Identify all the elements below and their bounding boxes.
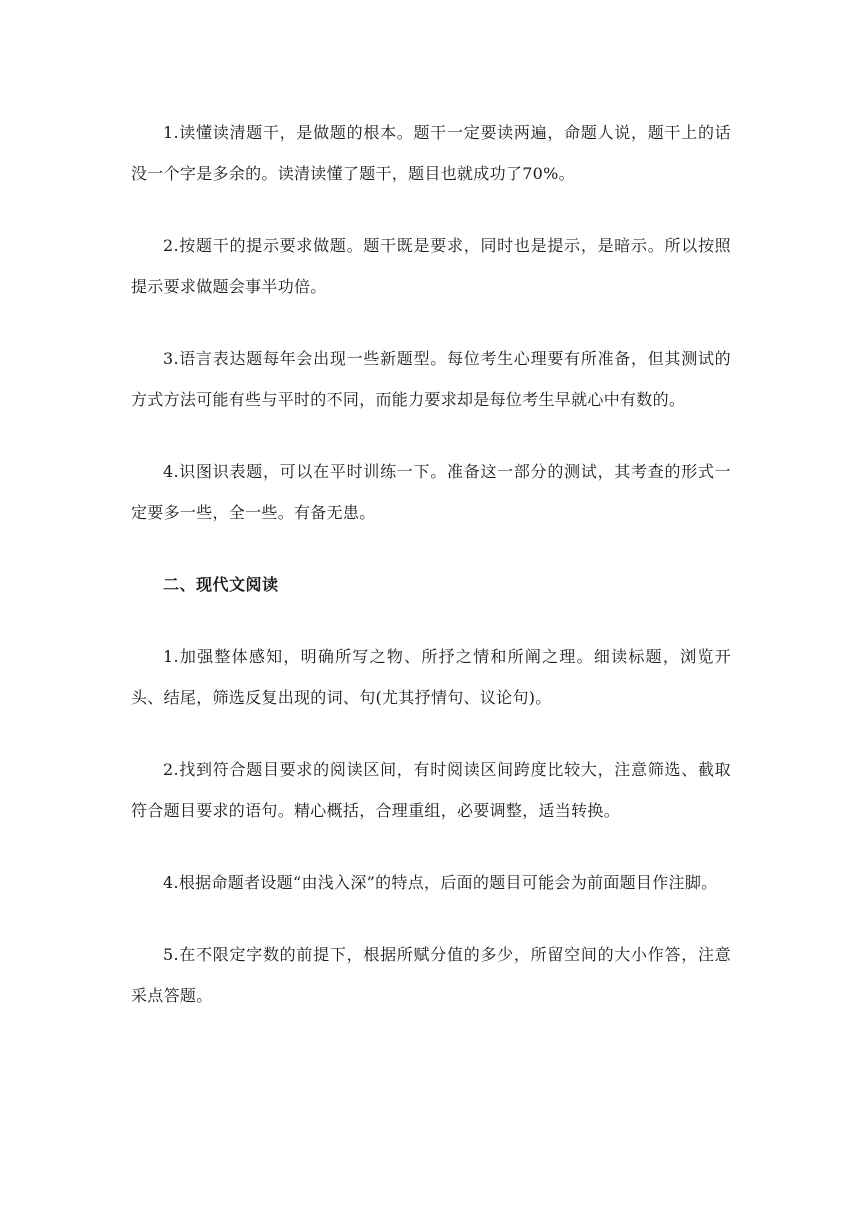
paragraph: 3.语言表达题每年会出现一些新题型。每位考生心理要有所准备，但其测试的方式方法可能有些与平时的不同，而能力要求却是每位考生早就心中有数的。 <box>131 349 731 409</box>
paragraph: 4.识图识表题，可以在平时训练一下。准备这一部分的测试，其考查的形式一定要多一些，全一些。有备无患。 <box>131 462 731 522</box>
section-heading: 二、现代文阅读 <box>163 575 279 594</box>
paragraph: 4.根据命题者设题“由浅入深”的特点，后面的题目可能会为前面题目作注脚。 <box>163 873 718 892</box>
paragraph: 1.读懂读清题干，是做题的根本。题干一定要读两遍，命题人说，题干上的话没一个字是多余的。读清读懂了题干，题目也就成功了70%。 <box>131 123 731 183</box>
paragraph: 1.加强整体感知，明确所写之物、所抒之情和所阐之理。细读标题，浏览开头、结尾，筛选反复出现的词、句(尤其抒情句、议论句)。 <box>131 647 731 707</box>
paragraph: 2.找到符合题目要求的阅读区间，有时阅读区间跨度比较大，注意筛选、截取符合题目要求的语句。精心概括，合理重组，必要调整，适当转换。 <box>131 760 731 820</box>
document-body <box>131 112 731 1047</box>
paragraph: 2.按题干的提示要求做题。题干既是要求，同时也是提示，是暗示。所以按照提示要求做题会事半功倍。 <box>131 236 731 296</box>
paragraph: 5.在不限定字数的前提下，根据所赋分值的多少，所留空间的大小作答，注意采点答题。 <box>131 945 731 1005</box>
